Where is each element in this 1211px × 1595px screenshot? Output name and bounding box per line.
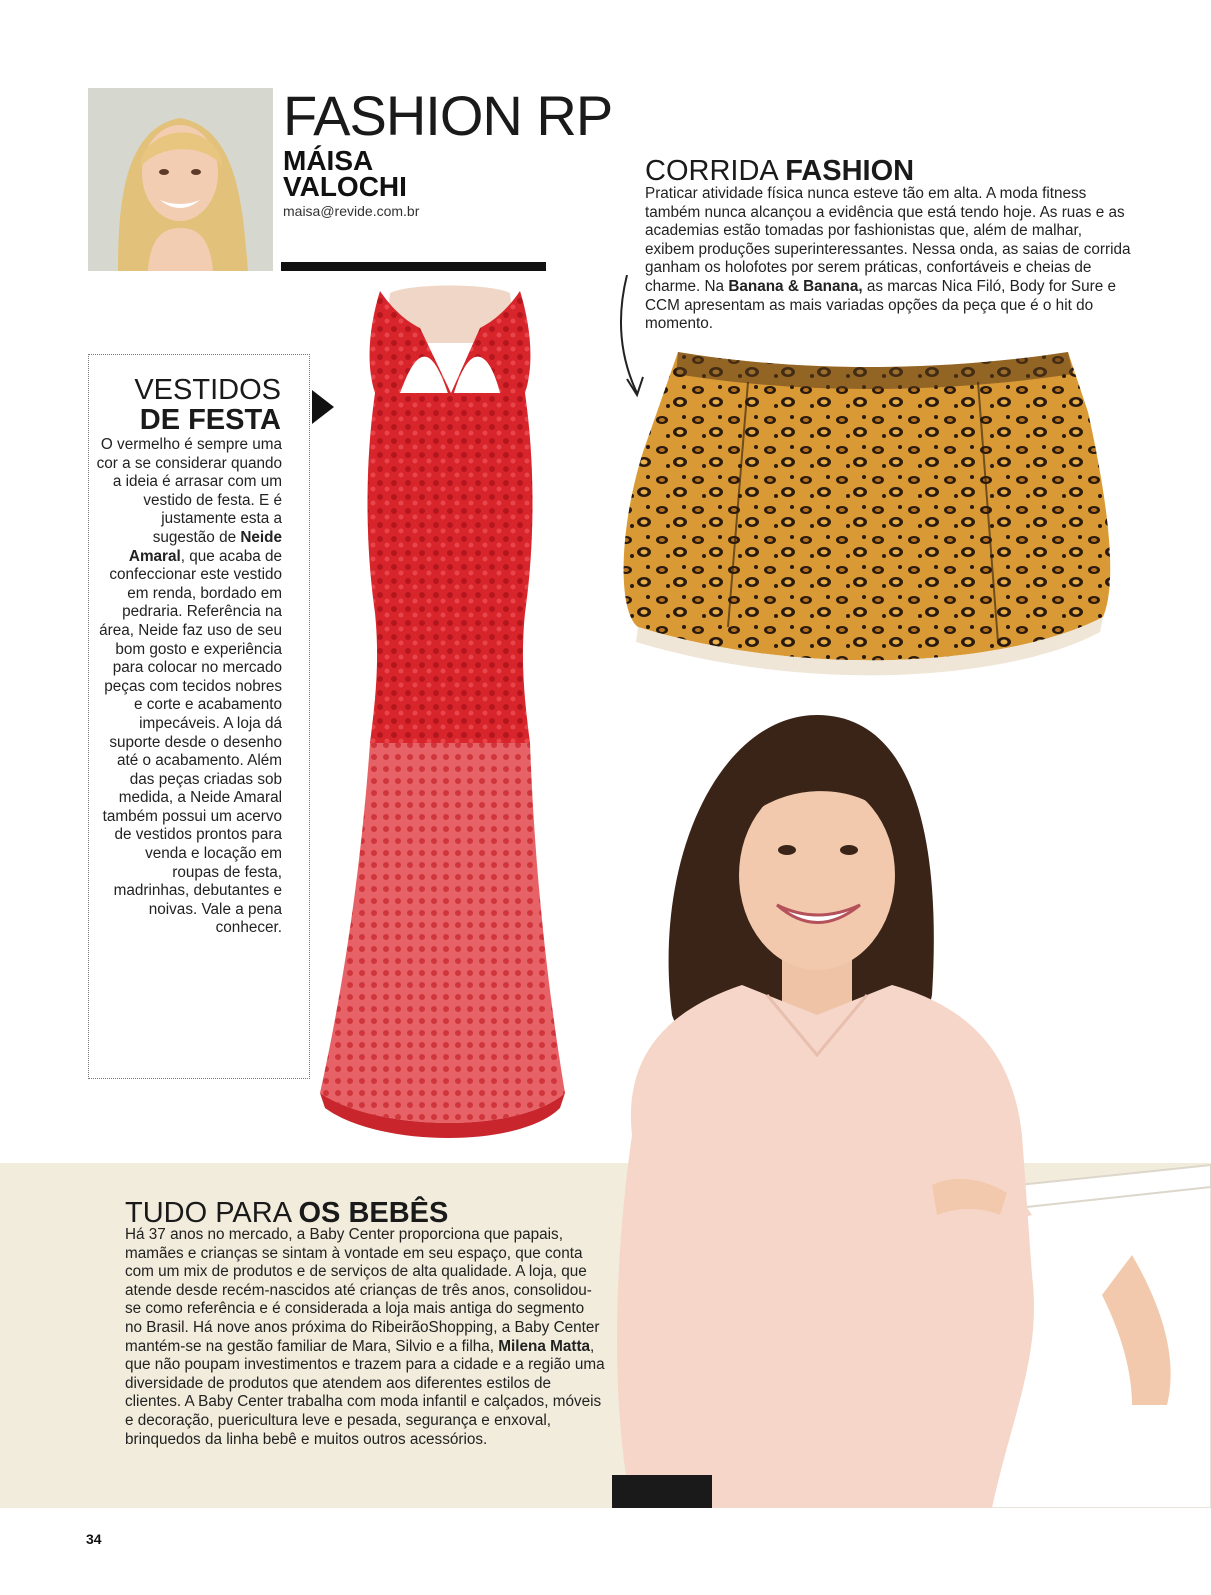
sidebar-title-bold: DE FESTA: [139, 404, 281, 436]
author-name: [283, 145, 533, 202]
bebes-title-bold: OS BEBÊS: [298, 1197, 449, 1229]
corrida-title-light: CORRIDA: [645, 155, 786, 187]
bebes-text-end: , que não poupam investimentos e trazem para a cidade e a região uma diversidade de produtos que atendem aos diferentes estilos de clientes. A Baby Center trabalha com moda infantil e calçados, móveis e decoração, puericultura leve e pesada, segurança e enxoval, brinquedos da linha bebê e muitos outros acessórios.: [125, 1337, 605, 1448]
milena-portrait-image: [612, 715, 1211, 1508]
bebes-title-light: TUDO PARA: [125, 1197, 299, 1229]
red-dress-image: [320, 283, 582, 1153]
sidebar-bold-name: Neide Amaral: [128, 528, 282, 565]
author-portrait-illustration: [88, 88, 273, 271]
corrida-text-start: Praticar atividade física nunca esteve tão em alta. A moda fitness também nunca alcançou a evidência que está tendo hoje. As ruas e as academias estão tomadas por fashionistas que, além de malhar, exibem produções superinteressantes. Nessa onda, as saias de corrida ganham os holofotes por serem práticas, confortáveis e cheias de charme. Na: [645, 185, 1131, 295]
bebes-body-text: [125, 1226, 605, 1449]
corrida-bold-name: Banana & Banana,: [728, 277, 863, 295]
sidebar-body-text: [95, 436, 282, 938]
author-photo: [88, 88, 273, 271]
sidebar-text-end: , que acaba de confeccionar este vestido em renda, bordado em pedraria. Referência na área, Neide faz uso de seu bom gosto e experiência para colocar no mercado peças com tecidos nobres e corte e acabamento impecáveis. A loja dá suporte desde o desenho até o acabamento. Além das peças criadas sob medida, a Neide Amaral também possui um acervo de vestidos prontos para venda e locação em roupas de festa, madrinhas, debutantes e noivas. Vale a pena conhecer.: [99, 547, 282, 937]
sidebar-text-start: O vermelho é sempre uma cor a se considerar quando a ideia é arrasar com um vestido de festa. E é justamente esta a sugestão de: [96, 436, 282, 546]
corrida-title: [645, 155, 914, 187]
sidebar-title-light: VESTIDOS: [134, 374, 281, 406]
header-divider-bar: [281, 262, 546, 271]
author-first-name: MÁISA: [283, 145, 374, 176]
bebes-text-start: Há 37 anos no mercado, a Baby Center proporciona que papais, mamães e crianças se sintam à vontade em seu espaço, que conta com um mix de produtos e de serviços de alta qualidade. A loja, que atende desde recém-nascidos até crianças de três anos, consolidou-se como referência e é considerada a loja mais antiga do segmento no Brasil. Há nove anos próxima do RibeirãoShopping, a Baby Center mantém-se na gestão familiar de Mara, Silvio e a filha,: [125, 1226, 600, 1355]
leopard-skirt-image: [618, 352, 1118, 697]
page-number: 34: [86, 1531, 102, 1547]
author-email[interactable]: maisa@revide.com.br: [283, 203, 420, 219]
corrida-text-end: as marcas Nica Filó, Body for Sure e CCM apresentam as mais variadas opções da peça que é o hit do momento.: [645, 277, 1116, 333]
corrida-title-bold: FASHION: [785, 155, 915, 187]
sidebar-title: [100, 375, 281, 435]
bebes-title: [125, 1198, 448, 1228]
bebes-bold-name: Milena Matta: [498, 1337, 591, 1355]
column-title: FASHION RP: [283, 84, 613, 147]
corrida-body-text: [645, 185, 1135, 334]
author-last-name: VALOCHI: [283, 171, 407, 202]
